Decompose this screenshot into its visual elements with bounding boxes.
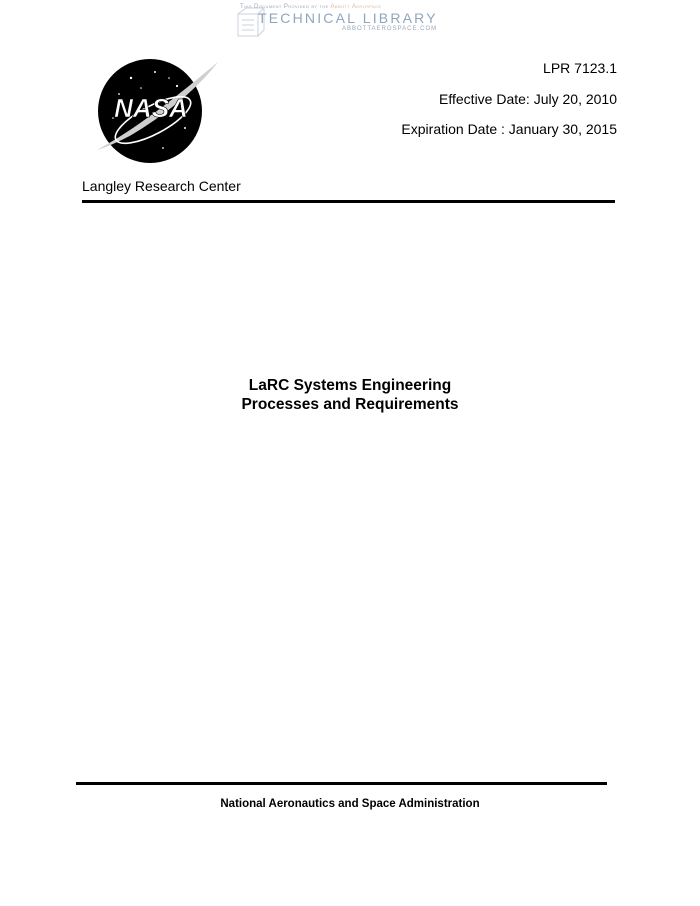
nasa-logotype: NASA	[114, 93, 188, 123]
watermark-url: ABBOTTAEROSPACE.COM	[342, 26, 438, 32]
watermark	[236, 2, 456, 44]
center-name: Langley Research Center	[82, 178, 241, 194]
footer-agency-name: National Aeronautics and Space Administration	[220, 798, 480, 810]
title-line-1: LaRC Systems Engineering	[248, 377, 452, 394]
nasa-meatball-logo	[93, 58, 223, 166]
expiration-date: Expiration Date : January 30, 2015	[401, 121, 617, 137]
header-divider	[82, 200, 615, 203]
watermark-title: TECHNICAL LIBRARY	[258, 10, 438, 26]
document-number: LPR 7123.1	[543, 60, 617, 76]
watermark-provided-by: This Document Provided by the Abbott Aerospace	[240, 4, 382, 10]
document-title	[0, 376, 700, 414]
title-line-2: Processes and Requirements	[241, 396, 459, 413]
effective-date: Effective Date: July 20, 2010	[439, 91, 617, 107]
footer-divider	[76, 782, 607, 785]
